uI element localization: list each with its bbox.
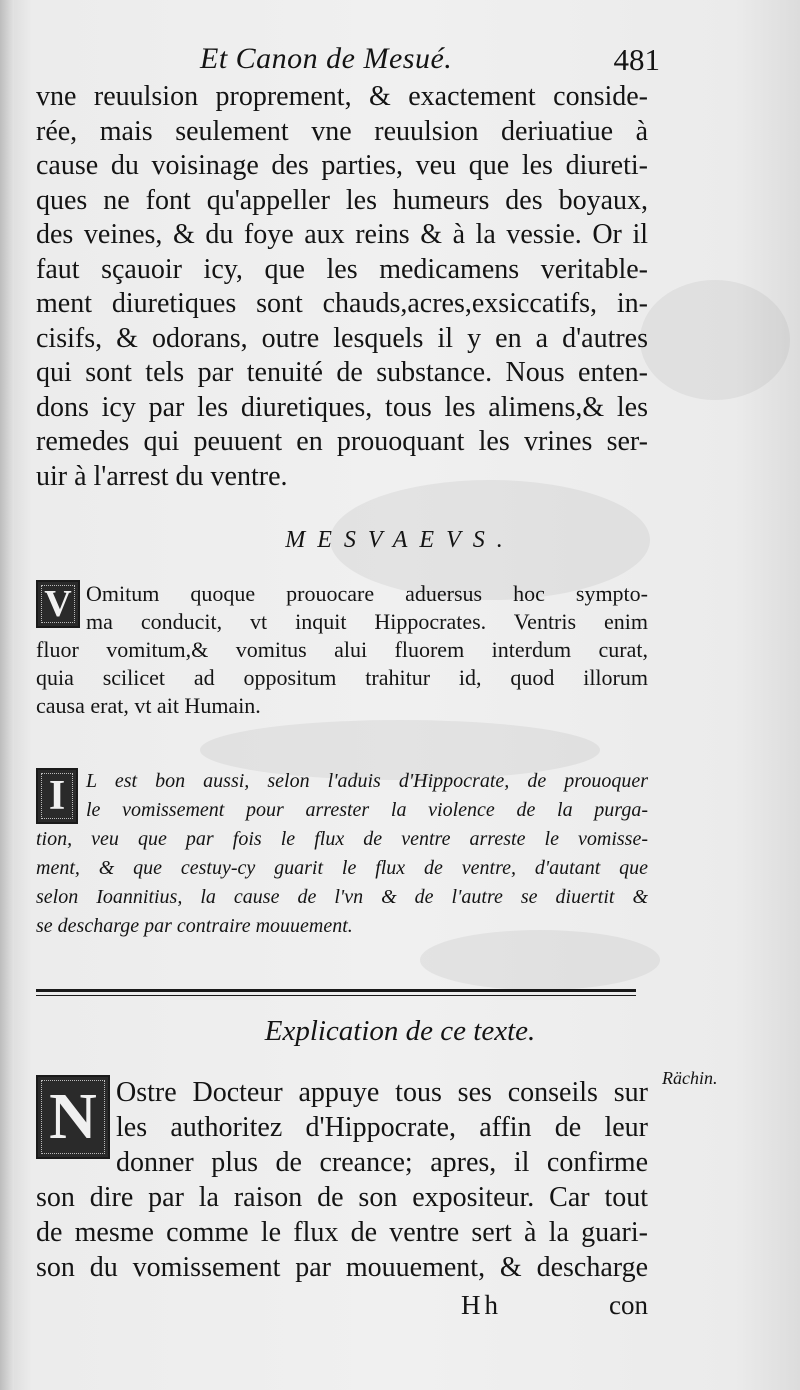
drop-cap-n: N: [36, 1075, 110, 1159]
text-line: faut sçauoir icy, que les medicamens veritable-: [36, 253, 648, 285]
page-gutter-shadow: [0, 0, 14, 1390]
text-line: Ostre Docteur appuye tous ses conseils sur: [116, 1077, 648, 1108]
text-line: Omitum quoque prouocare aduersus hoc sympto-: [86, 581, 648, 606]
text-line: fluor vomitum,& vomitus alui fluorem interdum curat,: [36, 637, 648, 662]
running-title: Et Canon de Mesué.: [200, 42, 453, 75]
text-line: uir à l'arrest du ventre.: [36, 460, 288, 492]
signature-mark: Hh: [461, 1290, 502, 1320]
text-line: les authoritez d'Hippocrate, affin de leur: [116, 1112, 648, 1143]
text-line: tion, veu que par fois le flux de ventre arreste le vomisse-: [36, 828, 648, 850]
text-line: ment, & que cestuy-cy guarit le flux de ventre, d'autant que: [36, 857, 648, 879]
text-line: se descharge par contraire mouuement.: [36, 915, 353, 937]
section-title-mesuaeus: MESVAEVS.: [285, 527, 515, 553]
text-line: cisifs, & odorans, outre lesquels il y en a d'autres: [36, 322, 648, 354]
latin-quotation: [36, 580, 648, 720]
text-line: dons icy par les diuretiques, tous les alimens,& les: [36, 391, 648, 423]
explication-title: Explication de ce texte.: [264, 1015, 536, 1047]
text-line: son dire par la raison de son expositeur. Car tout: [36, 1182, 648, 1213]
text-line: donner plus de creance; apres, il confirme: [116, 1147, 648, 1178]
text-line: rée, mais seulement vne reuulsion deriuatiue à: [36, 115, 648, 147]
text-line: causa erat, vt ait Humain.: [36, 693, 261, 718]
section-divider: [36, 989, 636, 992]
text-line: vne reuulsion proprement, & exactement conside-: [36, 81, 648, 112]
text-line: son du vomissement par mouuement, & descharge: [36, 1252, 648, 1283]
catchword: con: [609, 1290, 648, 1320]
text-line: ques ne font qu'appeller les humeurs des boyaux,: [36, 184, 648, 216]
text-line: L est bon aussi, selon l'aduis d'Hippocrate, de prouoquer: [86, 770, 648, 792]
drop-cap-i: I: [36, 768, 78, 824]
section-divider-thin: [36, 995, 636, 996]
margin-note: Rächin.: [662, 1068, 718, 1088]
text-line: cause du voisinage des parties, veu que les diureti-: [36, 150, 648, 181]
explication-paragraph: [36, 1075, 648, 1285]
french-translation: [36, 767, 648, 941]
text-line: selon Ioannitius, la cause de l'vn & de l'autre se diuertit &: [36, 886, 648, 908]
ink-bleed-smudge: [640, 280, 790, 400]
text-line: remedes qui peuuent en prouoquant les vrines ser-: [36, 426, 648, 457]
text-line: qui sont tels par tenuité de substance. Nous enten-: [36, 357, 648, 388]
text-line: quia scilicet ad oppositum trahitur id, quod illorum: [36, 665, 648, 690]
text-line: de mesme comme le flux de ventre sert à la guari-: [36, 1217, 648, 1248]
text-line: ma conducit, vt inquit Hippocrates. Ventris enim: [86, 609, 648, 634]
text-line: le vomissement pour arrester la violence de la purga-: [86, 799, 648, 821]
text-line: ment diuretiques sont chauds,acres,exsiccatifs, in-: [36, 288, 648, 319]
drop-cap-v: V: [36, 580, 80, 628]
text-line: des veines, & du foye aux reins & à la vessie. Or il: [36, 219, 648, 250]
paragraph-diuretiques: [36, 80, 648, 494]
page-number: 481: [613, 42, 660, 77]
page-footer: [36, 1290, 648, 1324]
